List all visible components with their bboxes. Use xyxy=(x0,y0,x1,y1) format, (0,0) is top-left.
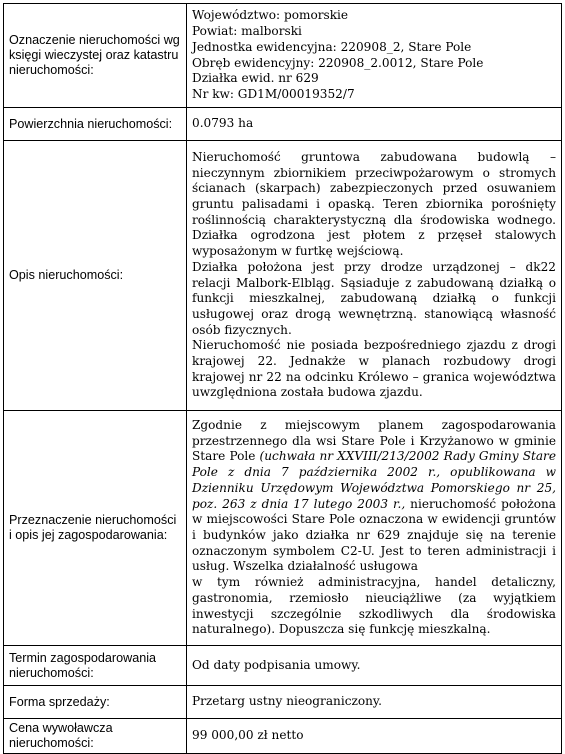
dzialka-line: Działka ewid. nr 629 xyxy=(192,71,319,86)
opis-paragraph-1: Nieruchomość gruntowa zabudowana budowlą – nieczynnym zbiornikiem przeciwpożarowym o stromych ścianach (skarpach) zabezpieczonych przed osuwaniem gruntu palisadami i opaską. Teren zbiornika porośnięty roślinnością charakterystyczną dla środowiska wodnego. Działka ogrodzona jest płotem z przęseł stalowych wyposażonym w furtkę wejściową. xyxy=(192,149,556,259)
powiat-line: Powiat: malborski xyxy=(192,24,302,39)
value-termin: Od daty podpisania umowy. xyxy=(187,646,562,686)
row-termin xyxy=(4,646,562,686)
value-opis xyxy=(187,141,562,411)
wojewodztwo-line: Województwo: pomorskie xyxy=(192,8,349,23)
przeznaczenie-text-2: w tym również administracyjna, handel detaliczny, gastronomia, rzemiosło nieuciążliwe (za wyjątkiem inwestycji szczególnie szkodliwych dla środowiska naturalnego). Dopuszcza się funkcję mieszkalną. xyxy=(192,575,556,637)
label-forma: Forma sprzedaży: xyxy=(4,686,187,719)
kw-line: Nr kw: GD1M/00019352/7 xyxy=(192,86,355,101)
row-oznaczenie xyxy=(4,4,562,108)
row-cena xyxy=(4,719,562,754)
label-powierzchnia: Powierzchnia nieruchomości: xyxy=(4,108,187,141)
label-przeznaczenie: Przeznaczenie nieruchomości i opis jej zagospodarowania: xyxy=(4,411,187,646)
value-oznaczenie xyxy=(187,4,562,108)
value-cena: 99 000,00 zł netto xyxy=(187,719,562,754)
row-powierzchnia xyxy=(4,108,562,141)
przeznaczenie-text xyxy=(192,418,556,575)
opis-paragraph-3: Nieruchomość nie posiada bezpośredniego zjazdu z drogi krajowej 22. Jednakże w planach rozbudowy drogi krajowej nr 22 na odcinku Królewo – granica województwa uwzględniona została budowa zjazdu. xyxy=(192,338,556,400)
label-cena: Cena wywoławcza nieruchomości: xyxy=(4,719,187,754)
value-przeznaczenie xyxy=(187,411,562,646)
label-termin: Termin zagospodarowania nieruchomości: xyxy=(4,646,187,686)
value-forma: Przetarg ustny nieograniczony. xyxy=(187,686,562,719)
label-oznaczenie: Oznaczenie nieruchomości wg księgi wieczystej oraz katastru nieruchomości: xyxy=(4,4,187,108)
row-przeznaczenie xyxy=(4,411,562,646)
row-opis xyxy=(4,141,562,411)
row-forma xyxy=(4,686,562,719)
value-powierzchnia: 0.0793 ha xyxy=(187,108,562,141)
label-opis: Opis nieruchomości: xyxy=(4,141,187,411)
property-table xyxy=(3,3,562,754)
obreb-line: Obręb ewidencyjny: 220908_2.0012, Stare Pole xyxy=(192,55,484,70)
plan-body-text: nieruchomość położona w miejscowości Stare Pole oznaczona w ewidencji gruntów i budynków jako działka nr 629 znajduje się na terenie oznaczonym symbolem C2-U. Jest to teren administracji i usług. Wszelka działalność usługowa xyxy=(192,496,556,574)
opis-paragraph-2: Działka położona jest przy drodze urządzonej – dk22 relacji Malbork-Elbląg. Sąsiaduje z zabudowaną działką o funkcji mieszkalnej, zabudowaną działką o funkcji usługowej oraz drogą wewnętrzną. stanowiącą własność osób fizycznych. xyxy=(192,259,556,337)
plan-intro-text: Zgodnie z miejscowym planem zagospodarowania przestrzennego dla wsi Stare Pole i Krzyżanowo w gminie Stare Pole xyxy=(192,418,556,464)
uchwala-citation: (uchwała nr XXVIII/213/2002 Rady Gminy Stare Pole z dnia 7 października 2002 r., opublikowana w Dzienniku Urzędowym Województwa Pomorskiego nr 25, poz. 263 z dnia 17 lutego 2003 r., xyxy=(192,449,556,511)
jednostka-line: Jednostka ewidencyjna: 220908_2, Stare Pole xyxy=(192,39,472,54)
